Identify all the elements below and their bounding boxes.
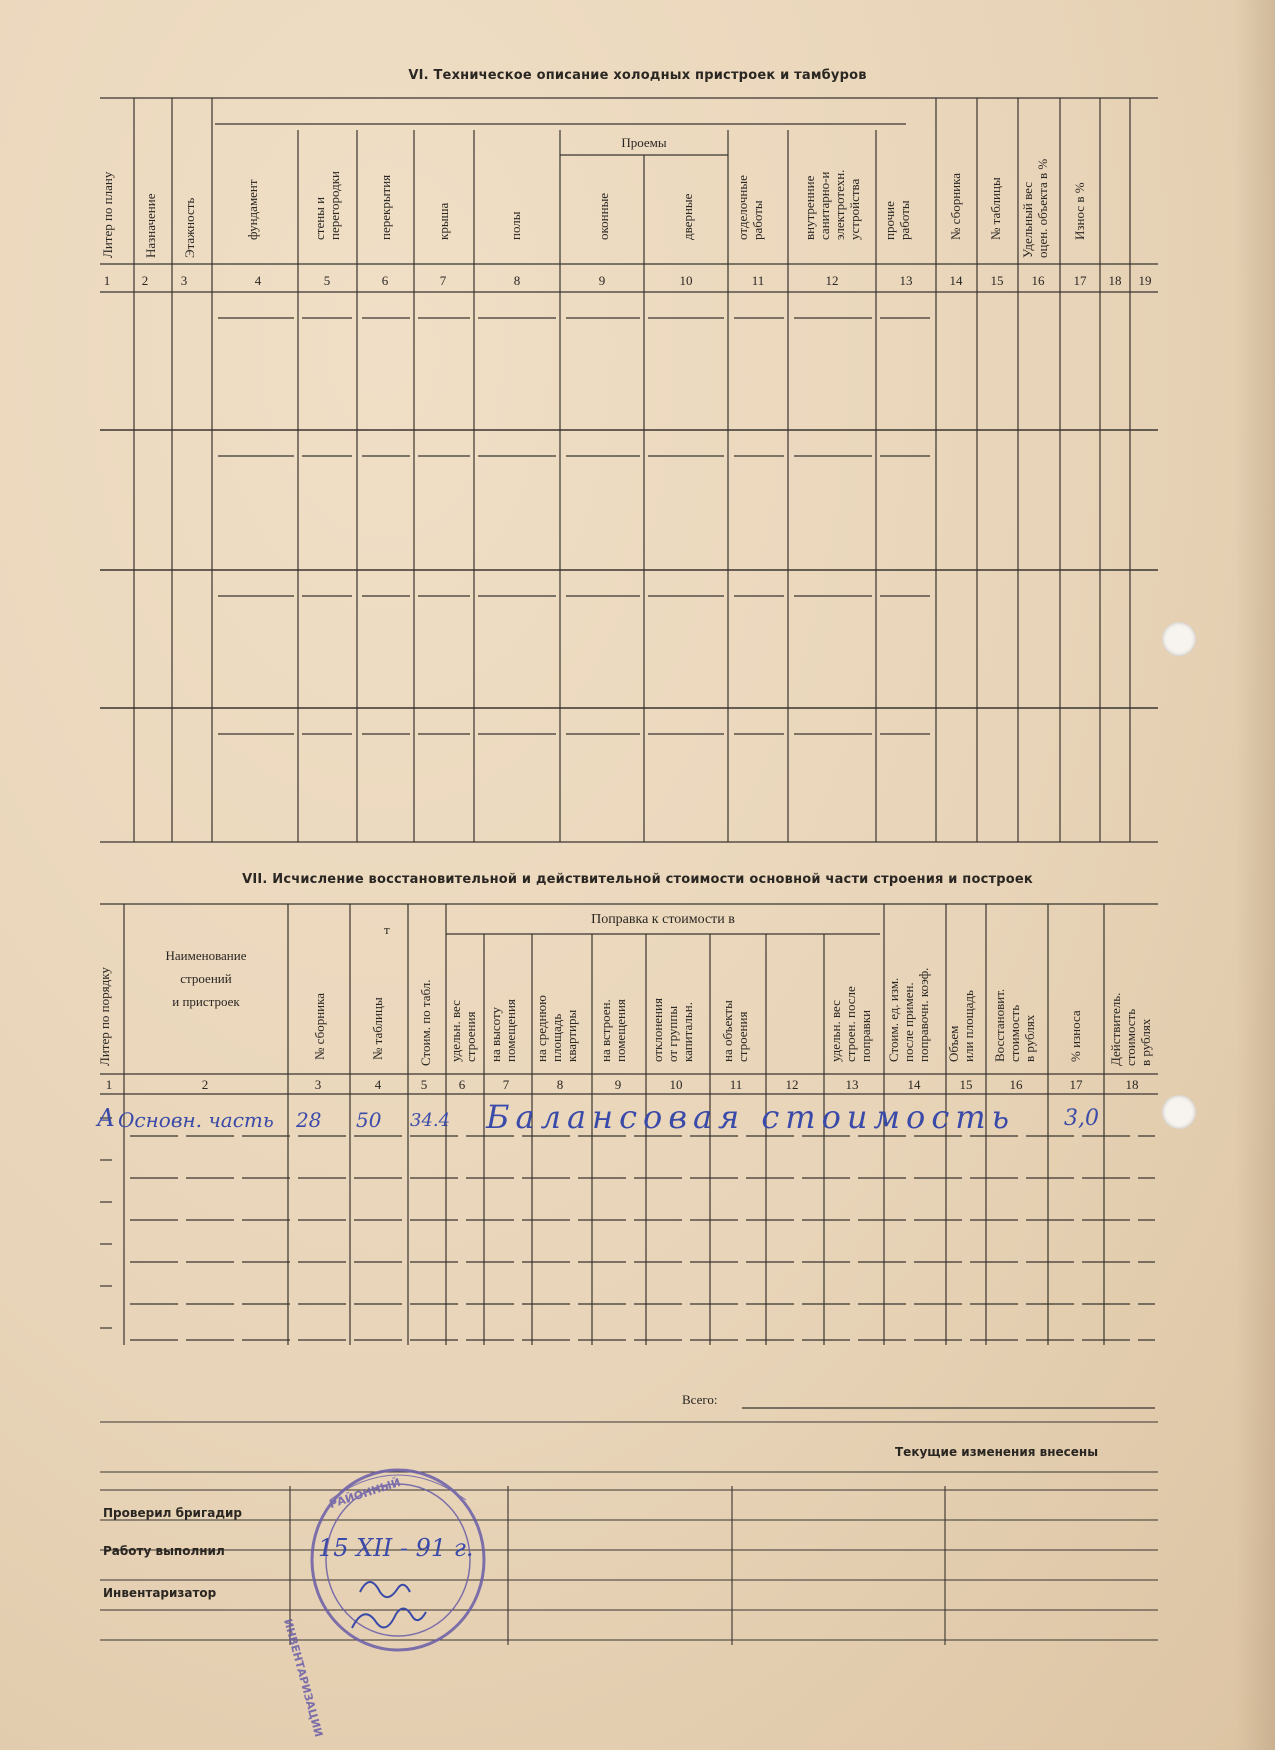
s6-col14-header: № сборника [948, 173, 963, 240]
s6-col10-header: дверные [680, 193, 695, 240]
s6-col4-header: фундамент [245, 179, 260, 240]
s7-num-14: 14 [907, 1077, 921, 1092]
s7-col5-header: Стоим. по табл. [418, 979, 433, 1066]
s6-num-19: 19 [1138, 273, 1152, 288]
s7-col7-header: на высоту помещения [488, 999, 518, 1062]
s6-col5-header: стены и перегородки [312, 170, 342, 240]
s6-num-9: 9 [598, 273, 606, 288]
s6-num-18: 18 [1108, 273, 1122, 288]
inventory-label: Инвентаризатор [103, 1586, 217, 1600]
s6-col15-header: № таблицы [988, 177, 1003, 240]
s7-col6-header: удельн. вес строения [448, 1000, 478, 1062]
s7-num-16: 16 [1009, 1077, 1023, 1092]
s7-num-7: 7 [502, 1077, 510, 1092]
s6-col16-header: Удельный вес оцен. объекта в % [1020, 158, 1050, 258]
s6-num-16: 16 [1031, 273, 1045, 288]
s7-col10-header: отклонения от группы капитальн. [650, 998, 695, 1062]
s6-num-5: 5 [323, 273, 331, 288]
s6-num-10: 10 [679, 273, 693, 288]
s6-num-14: 14 [949, 273, 963, 288]
s7-col2-header: Наименование строений и пристроек [165, 948, 247, 1009]
s6-col3-header: Этажность [182, 197, 197, 258]
row1-stoim: 34.4 [410, 1110, 451, 1131]
s7-num-11: 11 [729, 1077, 743, 1092]
s7-num-15: 15 [959, 1077, 973, 1092]
row1-iznos: 3,0 [1064, 1106, 1099, 1131]
s7-num-12: 12 [785, 1077, 799, 1092]
s6-num-6: 6 [381, 273, 389, 288]
s7-num-10: 10 [669, 1077, 683, 1092]
svg-text:РАЙОННЫЙ: РАЙОННЫЙ [327, 1475, 403, 1512]
s6-col8-header: полы [508, 211, 523, 240]
s7-num-9: 9 [614, 1077, 622, 1092]
s6-num-17: 17 [1073, 273, 1087, 288]
s7-correction-header: Поправка к стоимости в [591, 912, 735, 927]
s6-col7-header: крыша [436, 202, 451, 240]
s6-col12-header: внутренние санитарно-и электротехн. устройства [802, 169, 862, 240]
s7-col9-header: на встроен. помещения [598, 999, 628, 1062]
s6-num-12: 12 [825, 273, 839, 288]
s7-num-2: 2 [201, 1077, 209, 1092]
s7-col1-header: Литер по порядку [97, 967, 112, 1066]
s7-num-6: 6 [458, 1077, 466, 1092]
s7-col4-header: № таблицы [370, 997, 385, 1060]
s7-col8-header: на среднюю площадь квартиры [534, 995, 579, 1062]
s6-col11-header: отделочные работы [735, 175, 765, 240]
row1-sbornik: 28 [296, 1108, 322, 1132]
s6-num-7: 7 [439, 273, 447, 288]
s7-num-3: 3 [314, 1077, 322, 1092]
s6-num-13: 13 [899, 273, 913, 288]
s7-num-1: 1 [105, 1077, 113, 1092]
s6-col6-header: перекрытия [378, 174, 393, 240]
row1-name: Основн. часть [118, 1108, 274, 1132]
changes-label: Текущие изменения внесены [895, 1445, 1099, 1459]
s7-num-13: 13 [845, 1077, 859, 1092]
performed-label: Работу выполнил [103, 1544, 225, 1558]
s7-col14-header: Стоим. ед. изм. после примен. поправочн. коэф. [886, 967, 931, 1062]
s7-col3-header: № сборника [312, 993, 327, 1060]
s6-num-4: 4 [254, 273, 262, 288]
s6-col1-header: Литер по плану [100, 171, 115, 258]
row1-tablica: 50 [356, 1108, 382, 1132]
row1-liter: А [97, 1104, 116, 1132]
s7-num-5: 5 [420, 1077, 428, 1092]
s6-num-15: 15 [990, 273, 1004, 288]
s7-col15-header: Объем или площадь [946, 990, 976, 1062]
s7-t-mark: т [384, 922, 390, 937]
date-handwritten: 15 XII - 91 г. [318, 1534, 474, 1562]
s6-openings-header: Проемы [621, 135, 667, 150]
s6-num-11: 11 [751, 273, 765, 288]
s6-num-3: 3 [180, 273, 188, 288]
svg-text:ИНВЕНТАРИЗАЦИИ: ИНВЕНТАРИЗАЦИИ [281, 1617, 326, 1739]
s7-num-18: 18 [1125, 1077, 1139, 1092]
checked-label: Проверил бригадир [103, 1506, 243, 1520]
s6-col13-header: прочие работы [882, 200, 912, 240]
row1-note: Балансовая стоимость [486, 1098, 1015, 1136]
total-label: Всего: [682, 1392, 718, 1407]
section7-title: VII. Исчисление восстановительной и действительной стоимости основной части строения и построек [242, 872, 1033, 887]
s7-col18-header: Действитель. стоимость в рублях [1108, 992, 1153, 1066]
s7-num-4: 4 [374, 1077, 382, 1092]
s6-col2-header: Назначение [143, 193, 158, 258]
s6-num-8: 8 [513, 273, 521, 288]
s6-col9-header: оконные [596, 192, 611, 240]
s7-col11-header: на объекты строения [720, 1000, 750, 1062]
s6-num-2: 2 [141, 273, 149, 288]
s7-col16-header: Восстановит. стоимость в рублях [992, 988, 1037, 1062]
s7-col17-header: % износа [1068, 1010, 1083, 1062]
s6-num-1: 1 [103, 273, 111, 288]
s7-num-8: 8 [556, 1077, 564, 1092]
section6-title: VI. Техническое описание холодных пристроек и тамбуров [408, 68, 867, 83]
s6-col17-header: Износ в % [1072, 182, 1087, 240]
s7-col13-header: удельн. вес строен. после поправки [828, 986, 873, 1062]
s7-num-17: 17 [1069, 1077, 1083, 1092]
